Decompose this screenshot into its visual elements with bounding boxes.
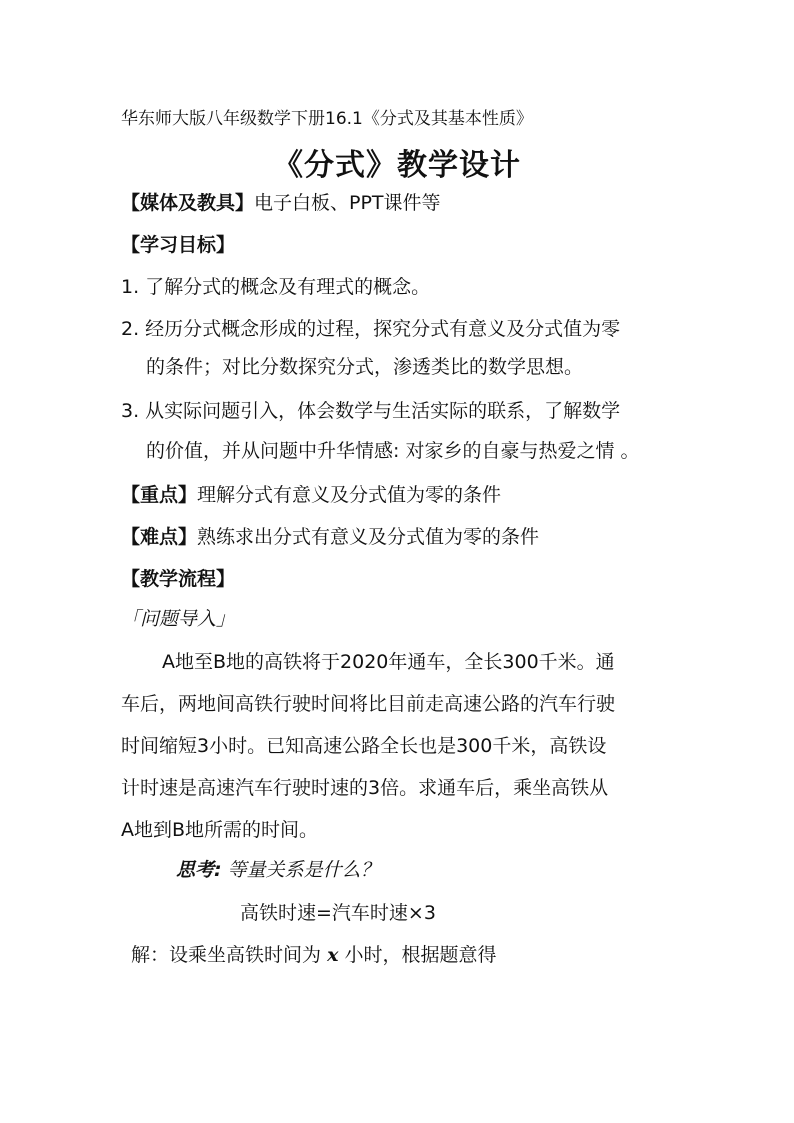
goal-item-3-line-1: 3. 从实际问题引入，体会数学与生活实际的联系，了解数学 <box>121 400 621 422</box>
media-text: 电子白板、PPT课件等 <box>254 192 441 214</box>
solution-suffix: 小时，根据题意得 <box>344 944 497 966</box>
process-heading: 【教学流程】 <box>121 568 236 590</box>
intro-heading: 「问题导入」 <box>121 608 236 630</box>
problem-line-4: 计时速是高速汽车行驶时速的3倍。求通车后，乘坐高铁从 <box>121 777 609 799</box>
key-point-section <box>121 480 501 507</box>
think-line <box>176 855 380 882</box>
key-point-text: 理解分式有意义及分式值为零的条件 <box>197 484 502 506</box>
goals-heading: 【学习目标】 <box>121 234 236 256</box>
document-title: 《分式》教学设计 <box>273 148 521 183</box>
problem-line-3: 时间缩短3小时。已知高速公路全长也是300千米，高铁设 <box>121 735 607 757</box>
goal-item-2-line-1: 2. 经历分式概念形成的过程，探究分式有意义及分式值为零 <box>121 318 621 340</box>
document-subtitle: 华东师大版八年级数学下册16.1《分式及其基本性质》 <box>121 109 533 129</box>
difficulty-label: 【难点】 <box>121 526 198 548</box>
solution-prefix: 解：设乘坐高铁时间为 <box>131 944 322 966</box>
problem-line-1: A地至B地的高铁将于2020年通车，全长300千米。通 <box>162 651 615 673</box>
problem-line-2: 车后，两地间高铁行驶时间将比目前走高速公路的汽车行驶 <box>121 693 616 715</box>
think-label: 思考: <box>176 859 222 881</box>
equal-relation: 高铁时速=汽车时速×3 <box>240 902 436 924</box>
solution-variable: x <box>327 944 339 966</box>
goal-item-1: 1. 了解分式的概念及有理式的概念。 <box>121 276 431 298</box>
solution-line <box>131 940 496 967</box>
goal-item-3-line-2: 的价值，并从问题中升华情感: 对家乡的自豪与热爱之情 。 <box>146 440 640 462</box>
media-label: 【媒体及教具】 <box>121 192 255 214</box>
problem-line-5: A地到B地所需的时间。 <box>121 819 319 841</box>
key-point-label: 【重点】 <box>121 484 198 506</box>
think-text: 等量关系是什么？ <box>227 859 380 881</box>
difficulty-section <box>121 522 539 549</box>
difficulty-text: 熟练求出分式有意义及分式值为零的条件 <box>197 526 540 548</box>
goal-item-2-line-2: 的条件；对比分数探究分式，渗透类比的数学思想。 <box>146 356 584 378</box>
media-section <box>121 188 441 215</box>
